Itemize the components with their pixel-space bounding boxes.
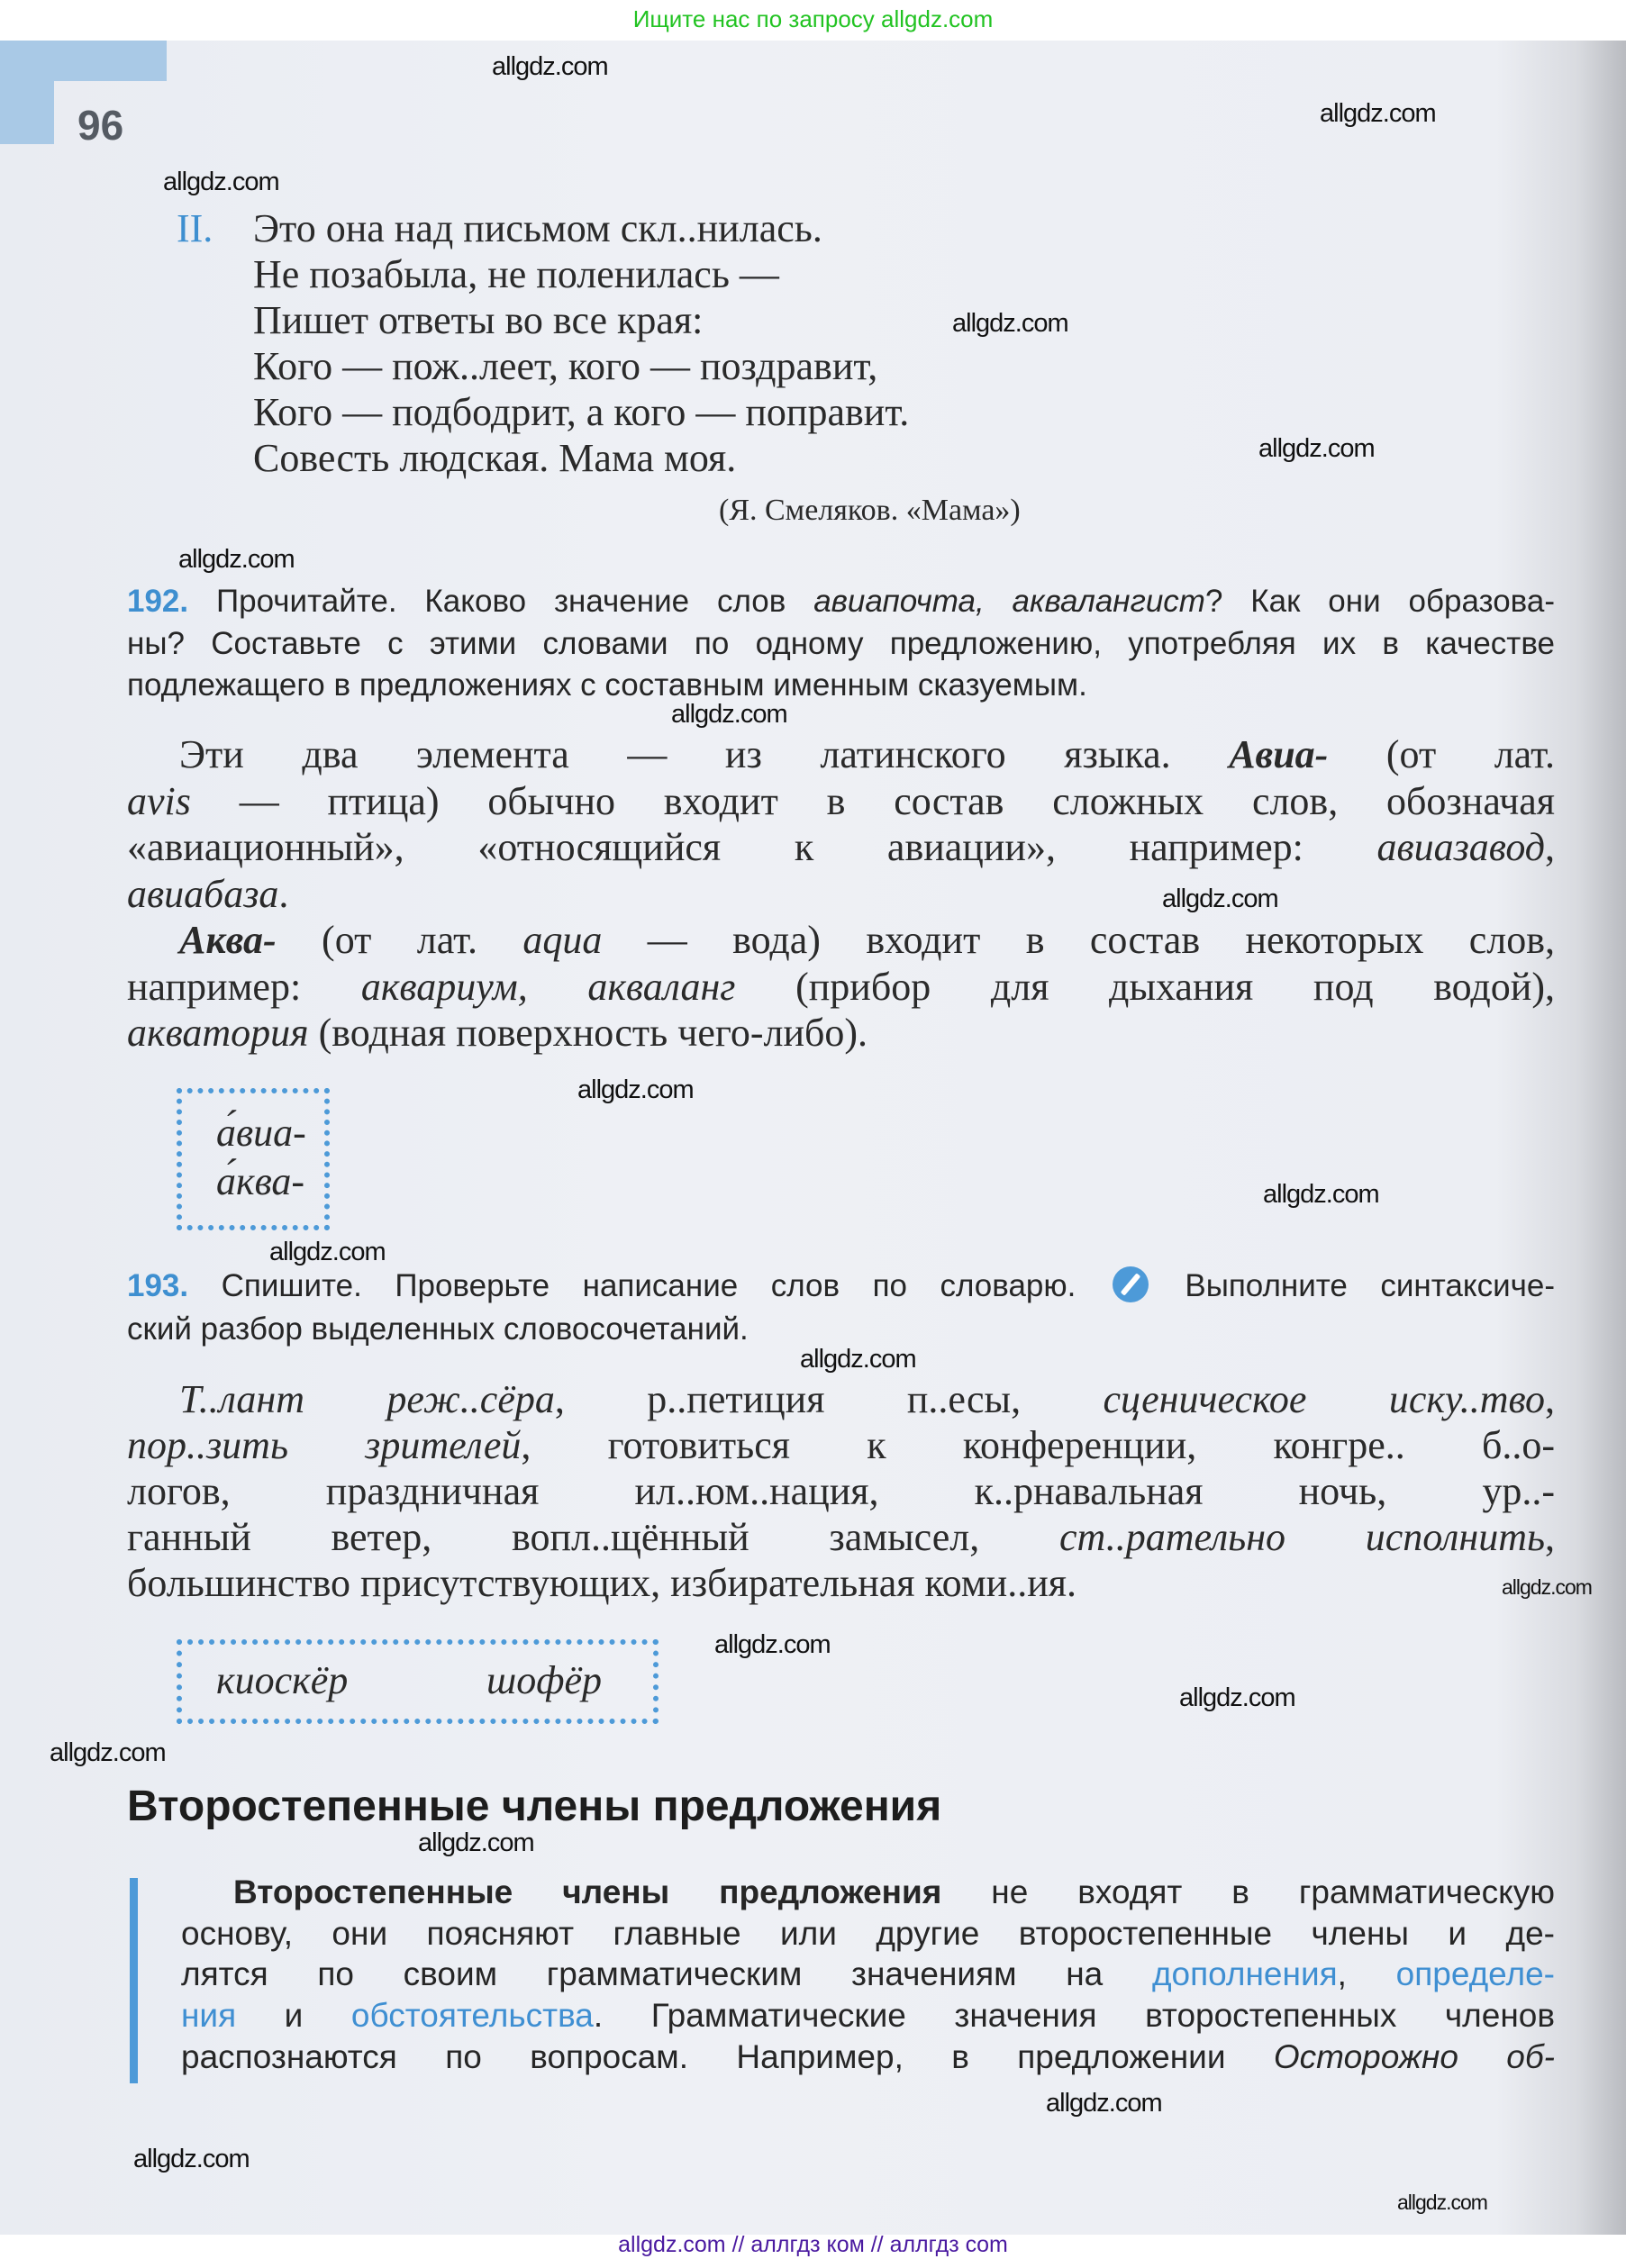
exercise-193-task [127,1265,1555,1351]
watermark: allgdz.com [492,52,608,81]
poem-line: Не позабыла, не поленилась — [253,252,779,296]
text-line [127,1010,1555,1057]
watermark: allgdz.com [577,1075,694,1104]
watermark: allgdz.com [1320,99,1436,128]
term-link: определе- [1395,1955,1556,1993]
watermark: allgdz.com [50,1738,166,1767]
watermark: allgdz.com [269,1238,386,1266]
search-banner: Ищите нас по запросу allgdz.com [632,5,994,32]
stress-word: а́ква- [216,1159,305,1203]
text-segment: основу, они поясняют главные или другие второстепенные члены и де- [181,1914,1555,1952]
watermark: allgdz.com [1179,1683,1295,1712]
watermark: allgdz.com [1046,2089,1162,2118]
watermark: allgdz.com [1263,1180,1379,1209]
text-segment: аквариум, акваланг [360,964,736,1009]
dictionary-word: киоскёр [216,1658,349,1702]
watermark: allgdz.com [1162,885,1278,913]
term-link: ния [181,1997,237,2035]
text-line [127,581,1555,623]
watermark: allgdz.com [952,309,1068,338]
text-segment: авиапочта, аквалангист [813,584,1205,619]
text-line [181,1954,1555,1995]
text-line [127,871,1555,918]
text-line [127,731,1555,778]
watermark: allgdz.com [418,1828,534,1857]
poem-line: Это она над письмом скл..нилась. [253,206,822,250]
text-segment: Выполните синтаксиче- [1151,1268,1555,1303]
explanation-paragraph [127,731,1555,1057]
exercise-number: 193. [127,1268,222,1303]
text-segment: например: [127,964,361,1009]
poem-attribution: (Я. Смеляков. «Мама») [719,494,1021,527]
text-segment: Аква- [179,918,277,962]
text-segment: большинство присутствующих, избирательная коми..ия. [127,1561,1077,1605]
poem-line: Кого — пож..леет, кого — поздравит, [253,344,878,388]
page-corner-tab [0,41,167,81]
text-segment: сценическое иску..тво [1103,1377,1545,1421]
text-segment: — птица) обычно входит в состав сложных слов, обозначая [190,778,1555,823]
exercise-number: 192. [127,584,216,619]
text-segment: лятся по своим грамматическим значениям на [181,1955,1152,1993]
text-segment: , [1545,1515,1555,1559]
text-segment: Второстепенные члены предложения [233,1873,942,1910]
poem-line: Кого — подбодрит, а кого — поправит. [253,390,910,434]
text-segment: ? Как они образова- [1204,584,1555,619]
text-line [127,1514,1555,1560]
text-line [127,778,1555,825]
text-segment: . Грамматические значения второстепенных членов [593,1997,1555,2035]
text-segment: , [1545,1377,1555,1421]
footer-banner: allgdz.com // аллгдз ком // аллгдз com [618,2232,1008,2257]
text-segment: , р..петиция п..есы, [554,1377,1104,1421]
text-segment: Авиа- [1229,732,1329,776]
stress-box [177,1088,330,1230]
stress-word: а́виа- [216,1111,306,1155]
text-segment: (водная поверхность чего-либо). [308,1011,868,1055]
term-link: обстоятельства [350,1997,594,2035]
text-segment: (от лат. [276,918,523,962]
watermark: allgdz.com [178,545,295,574]
text-line [127,1376,1555,1422]
text-segment: ганный ветер, вопл..щённый замысел, [127,1515,1059,1559]
text-segment: ны? Составьте с этими словами по одному предложению, употребляя их в качестве [127,625,1555,661]
text-segment: акватория [127,1011,309,1055]
text-segment: не входят в грамматическую [941,1873,1555,1910]
text-line [127,1265,1555,1308]
text-segment: Т..лант реж..сёра [179,1377,555,1421]
text-line [181,2037,1555,2078]
exercise-193-text [127,1376,1555,1606]
text-segment: Эти два элемента — из латинского языка. [179,732,1230,776]
watermark: allgdz.com [714,1630,831,1659]
text-segment: ст..рательно исполнить [1058,1515,1545,1559]
dictionary-box [177,1639,659,1724]
poem-line: Пишет ответы во все края: [253,298,704,342]
watermark: allgdz.com [800,1345,916,1374]
text-segment: Осторожно об- [1273,2037,1555,2075]
text-segment: , [1337,1955,1396,1993]
term-link: дополнения [1151,1955,1338,1993]
pencil-icon [1113,1266,1149,1302]
text-line [181,1913,1555,1955]
text-segment: — вода) входит в состав некоторых слов, [602,918,1555,962]
text-segment: avis [127,778,191,823]
text-line [127,964,1555,1011]
page-number: 96 [77,102,124,149]
text-line [127,1422,1555,1468]
text-segment: Спишите. Проверьте написание слов по словарю. [221,1268,1109,1303]
text-segment: подлежащего в предложениях с составным именным сказуемым. [127,667,1087,703]
text-line [127,824,1555,871]
text-segment: логов, праздничная ил..юм..нация, к..рнавальная ночь, ур..- [127,1469,1555,1513]
text-segment: , готовиться к конференции, конгре.. б..о- [521,1423,1555,1467]
poem-numeral: II. [177,206,213,250]
text-segment: «авиационный», «относящийся к авиации», например: [127,825,1377,869]
text-line [127,623,1555,666]
watermark: allgdz.com [1258,434,1375,463]
poem-line: Совесть людская. Мама моя. [253,436,737,480]
text-segment: Прочитайте. Каково значение слов [215,584,814,619]
text-segment: и [236,1997,351,2035]
text-line [127,1468,1555,1514]
text-segment: (от лат. [1328,732,1555,776]
text-line [181,1995,1555,2037]
text-segment: . [278,871,289,916]
text-line [127,917,1555,964]
text-segment: пор..зить зрителей [127,1423,522,1467]
poem [177,205,909,481]
exercise-192-task [127,581,1555,707]
text-segment: распознаются по вопросам. Например, в предложении [181,2037,1274,2075]
watermark: allgdz.com [163,168,279,196]
text-segment: авиазавод [1376,825,1545,869]
text-segment: ский разбор выделенных словосочетаний. [127,1311,749,1347]
watermark: allgdz.com [671,700,787,729]
text-segment: авиабаза [127,871,279,916]
text-segment: , [1545,825,1555,869]
watermark: allgdz.com [1397,2191,1487,2214]
text-line [127,1560,1555,1606]
rule-accent-bar [130,1878,138,2083]
text-line [127,665,1555,707]
watermark: allgdz.com [1502,1575,1592,1599]
watermark: allgdz.com [133,2145,250,2173]
dictionary-word: шофёр [486,1658,602,1702]
rule-paragraph [181,1872,1555,2078]
text-segment: (прибор для дыхания под водой), [735,964,1556,1009]
text-line [181,1872,1555,1913]
page-corner-tab [0,81,54,144]
section-heading: Второстепенные члены предложения [127,1783,942,1830]
text-segment: aqua [522,918,603,962]
